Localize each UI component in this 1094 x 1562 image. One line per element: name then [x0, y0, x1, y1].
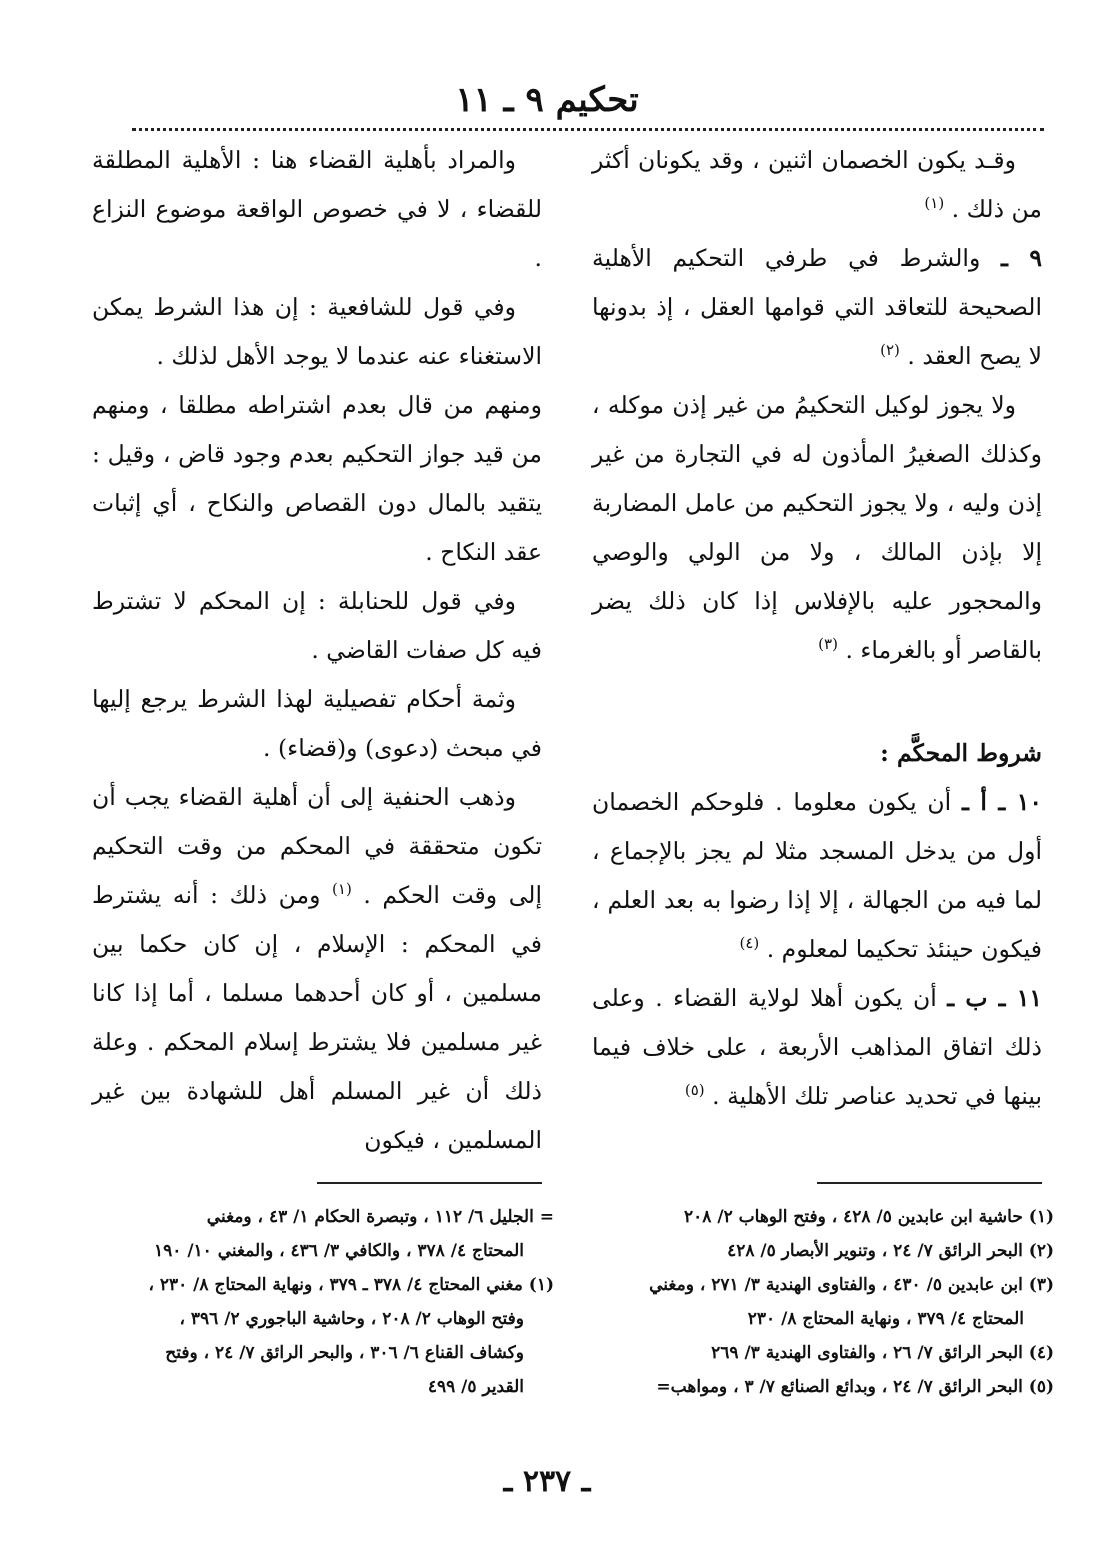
- paragraph-text: أن يكون معلوما . فلوحكم الخصمان أول من يدخل المسجد مثلا لم يجز بالإجماع ، لما فيه من الجهالة ، إلا إذا رضوا به بعد العلم ، فيكون حينئذ تحكيما لمعلوم .: [592, 788, 1042, 963]
- page-number: ـ ٢٣٧ ـ: [503, 1464, 591, 1499]
- footnote: (٥) البحر الرائق ٧/ ٢٤ ، وبدائع الصنائع ٧/ ٣ ، ومواهب=: [656, 1377, 1054, 1397]
- paragraph-text: وذهب الحنفية إلى أن أهلية القضاء يجب أن تكون متحققة في المحكم من وقت التحكيم إلى وقت الحكم .: [92, 783, 542, 909]
- footnote-continuation: المحتاج ٤/ ٣٧٩ ، ونهاية المحتاج ٨/ ٢٣٠: [747, 1309, 1024, 1329]
- running-header: تحكيم ٩ ـ ١١: [455, 80, 639, 120]
- paragraph-text: ولا يجوز لوكيل التحكيمُ من غير إذن موكله ، وكذلك الصغيرُ المأذون له في التجارة من غير إذن وليه ، ولا يجوز التحكيم من عامل المضاربة إلا بإذن المالك ، ولا من الولي والوصي والمحجور عليه بالإفلاس إذا كان ذلك يضر بالقاصر أو بالغرماء .: [592, 391, 1042, 664]
- footnote: (١) مغني المحتاج ٤/ ٣٧٨ ـ ٣٧٩ ، ونهاية المحتاج ٨/ ٢٣٠ ،: [148, 1275, 554, 1295]
- paragraph-number: ١٠ ـ أ ـ: [961, 788, 1042, 816]
- paragraph: [92, 773, 542, 1165]
- paragraph-number: ٩ ـ: [1001, 244, 1042, 272]
- paragraph-number: ١١ ـ ب ـ: [947, 984, 1042, 1012]
- paragraph-text: أن يكون أهلا لولاية القضاء . وعلى ذلك اتفاق المذاهب الأربعة ، على خلاف فيما بينها في تحديد عناصر تلك الأهلية .: [592, 984, 1042, 1110]
- paragraph: وفي قول للحنابلة : إن المحكم لا تشترط فيه كل صفات القاضي .: [92, 587, 542, 664]
- paragraph: وثمة أحكام تفصيلية لهذا الشرط يرجع إليها في مبحث (دعوى) و(قضاء) .: [92, 685, 542, 762]
- footnote-separator: [817, 1182, 1042, 1184]
- footnote-marker: (١): [924, 194, 945, 213]
- footnote-continuation: المحتاج ٤/ ٣٧٨ ، والكافي ٣/ ٤٣٦ ، والمغني ١٠/ ١٩٠: [154, 1241, 524, 1261]
- section-heading: شروط المحكَّم :: [880, 739, 1042, 767]
- footnote-marker: (٥): [684, 1081, 705, 1100]
- footnote-continuation: وفتح الوهاب ٢/ ٢٠٨ ، وحاشية الباجوري ٢/ ٣٩٦ ،: [179, 1309, 524, 1329]
- paragraph: والمراد بأهلية القضاء هنا : الأهلية المطلقة للقضاء ، لا في خصوص الواقعة موضوع النزاع .: [92, 146, 542, 272]
- footnote: (٤) البحر الرائق ٧/ ٢٦ ، والفتاوى الهندية ٣/ ٢٦٩: [711, 1343, 1054, 1363]
- right-column: [592, 136, 1042, 1121]
- paragraph-text: وقـد يكون الخصمان اثنين ، وقد يكونان أكثر من ذلك .: [592, 146, 1042, 223]
- footnote-separator: [317, 1182, 542, 1184]
- paragraph: [592, 381, 1042, 675]
- footnote-continuation: = الجليل ٦/ ١١٢ ، وتبصرة الحكام ١/ ٤٣ ، ومغني: [206, 1207, 554, 1227]
- paragraph-text: ومن ذلك : أنه يشترط في المحكم : الإسلام ، إن كان حكما بين مسلمين ، أو كان أحدهما مسلما ، أما إذا كانا غير مسلمين فلا يشترط إسلام المحكم . وعلة ذلك أن غير المسلم أهل للشهادة بين غير المسلمين ، فيكون: [92, 881, 542, 1154]
- footnotes-left: [92, 1200, 554, 1404]
- left-column: [92, 136, 542, 1165]
- footnote-marker: (٢): [880, 341, 900, 360]
- paragraph: وفي قول للشافعية : إن هذا الشرط يمكن الاستغناء عنه عندما لا يوجد الأهل لذلك .: [92, 293, 542, 370]
- paragraph: [592, 778, 1042, 974]
- paragraph: [592, 974, 1042, 1121]
- paragraph: ومنهم من قال بعدم اشتراطه مطلقا ، ومنهم من قيد جواز التحكيم بعدم وجود قاض ، وقيل : يتقيد بالمال دون القصاص والنكاح ، أي إثبات عقد النكاح .: [92, 391, 542, 566]
- footnote: (٣) ابن عابدين ٥/ ٤٣٠ ، والفتاوى الهندية ٣/ ٢٧١ ، ومغني: [649, 1275, 1054, 1295]
- paragraph: [592, 234, 1042, 381]
- footnote: (١) حاشية ابن عابدين ٥/ ٤٢٨ ، وفتح الوهاب ٢/ ٢٠٨: [684, 1207, 1054, 1227]
- footnote-continuation: وكشاف القناع ٦/ ٣٠٦ ، والبحر الرائق ٧/ ٢٤ ، وفتح: [165, 1343, 524, 1363]
- footnote-marker: (٣): [818, 635, 838, 654]
- paragraph-text: والشرط في طرفي التحكيم الأهلية الصحيحة للتعاقد التي قوامها العقل ، إذ بدونها لا يصح العقد .: [592, 244, 1042, 370]
- footnote-continuation: القدير ٥/ ٤٩٩: [427, 1377, 524, 1397]
- footnote: (٢) البحر الرائق ٧/ ٢٤ ، وتنوير الأبصار ٥/ ٤٢٨: [727, 1241, 1054, 1261]
- paragraph: [592, 136, 1042, 234]
- header-dotted-rule: [132, 128, 1044, 131]
- footnote-marker: (١): [332, 880, 352, 899]
- footnotes-right: [592, 1200, 1054, 1404]
- footnote-marker: (٤): [739, 934, 760, 953]
